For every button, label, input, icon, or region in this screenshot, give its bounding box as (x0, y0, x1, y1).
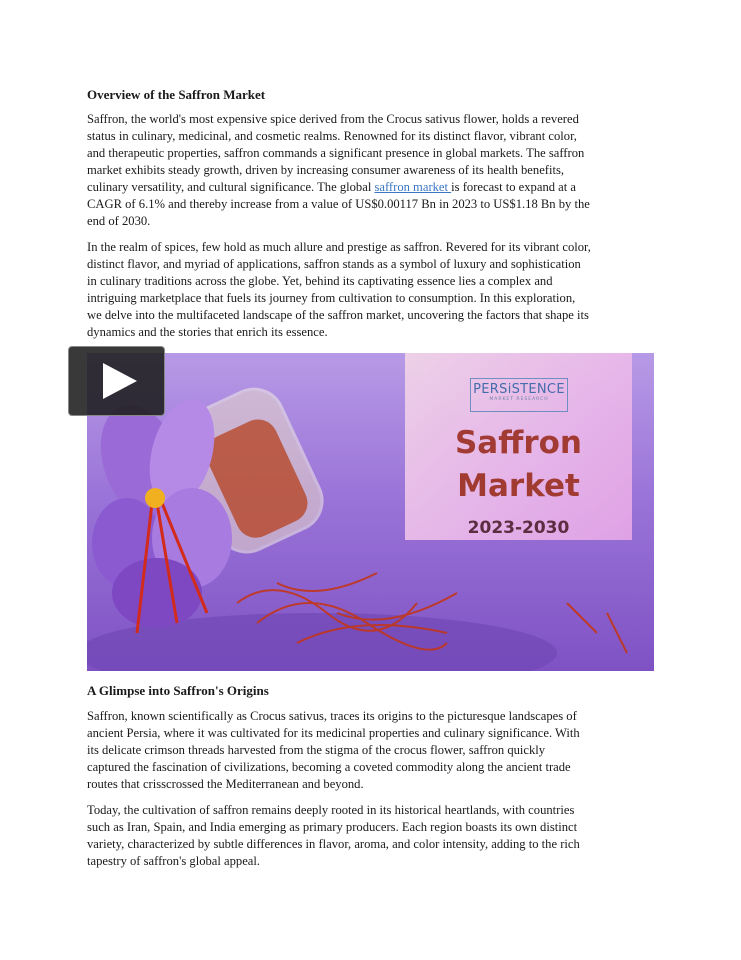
image-title-line1: Saffron (454, 425, 582, 461)
text-line: status in culinary, medicinal, and cosmetic realms. Renowned for its distinct flavor, vibrant color, (87, 129, 577, 143)
logo-subtitle: MARKET RESEARCH (489, 397, 549, 402)
text-line: in culinary traditions across the globe. Yet, behind its captivating essence lies a complex and (87, 274, 553, 288)
text-segment: culinary versatility, and cultural significance. The global (87, 180, 375, 194)
text-line: and therapeutic properties, saffron commands a significant presence in global markets. The saffron (87, 146, 585, 160)
text-line: dynamics and the stories that enrich its essence. (87, 325, 328, 339)
paragraph-origins (87, 708, 657, 793)
text-line: distinct flavor, and myriad of applications, saffron stands as a symbol of luxury and sophistication (87, 257, 581, 271)
text-line: In the realm of spices, few hold as much allure and prestige as saffron. Revered for its vibrant color, (87, 240, 591, 254)
persistence-logo (470, 378, 568, 412)
paragraph-cultivation (87, 802, 657, 870)
text-line: market exhibits steady growth, driven by increasing consumer awareness of its health benefits, (87, 163, 565, 177)
text-line: CAGR of 6.1% and thereby increase from a value of US$0.00117 Bn in 2023 to US$1.18 Bn by the (87, 197, 590, 211)
title-panel (405, 353, 632, 540)
crocus-flower-icon (87, 392, 232, 633)
logo-name: PERSiSTENCE (473, 382, 565, 397)
text-line: such as Iran, Spain, and India emerging as primary producers. Each region boasts its own distinct (87, 820, 578, 834)
text-line: we delve into the multifaceted landscape of the saffron market, uncovering the factors that shape its (87, 308, 589, 322)
image-title-line2: Market (457, 468, 580, 504)
saffron-market-link[interactable]: saffron market (374, 180, 452, 194)
text-line: Saffron, known scientifically as Crocus sativus, traces its origins to the picturesque landscapes of (87, 709, 577, 723)
text-line: ancient Persia, where it was cultivated for its medicinal properties and culinary significance. With (87, 726, 580, 740)
text-line: variety, characterized by subtle differences in flavor, aroma, and color intensity, adding to the rich (87, 837, 580, 851)
text-line: tapestry of saffron's global appeal. (87, 854, 261, 868)
text-line: routes that crisscrossed the Mediterranean and beyond. (87, 777, 364, 791)
text-line: Saffron, the world's most expensive spice derived from the Crocus sativus flower, holds a revered (87, 112, 579, 126)
paragraph-overview (87, 111, 657, 230)
text-line: captured the fascination of civilizations, becoming a coveted commodity along the ancient trade (87, 760, 571, 774)
paragraph-realm (87, 239, 657, 341)
section-heading-overview: Overview of the Saffron Market (87, 87, 266, 102)
text-line: its delicate crimson threads harvested from the stigma of the crocus flower, saffron quickly (87, 743, 546, 757)
image-years: 2023-2030 (467, 518, 570, 538)
play-icon (103, 363, 137, 399)
text-line (87, 179, 657, 196)
text-line: intriguing marketplace that fuels its journey from cultivation to consumption. In this exploration, (87, 291, 576, 305)
section-heading-origins: A Glimpse into Saffron's Origins (87, 683, 269, 698)
text-segment: is forecast to expand at a (451, 180, 577, 194)
text-line: end of 2030. (87, 214, 151, 228)
play-button[interactable] (68, 346, 165, 416)
text-line: Today, the cultivation of saffron remains deeply rooted in its historical heartlands, with countries (87, 803, 575, 817)
saffron-market-image (87, 353, 654, 671)
